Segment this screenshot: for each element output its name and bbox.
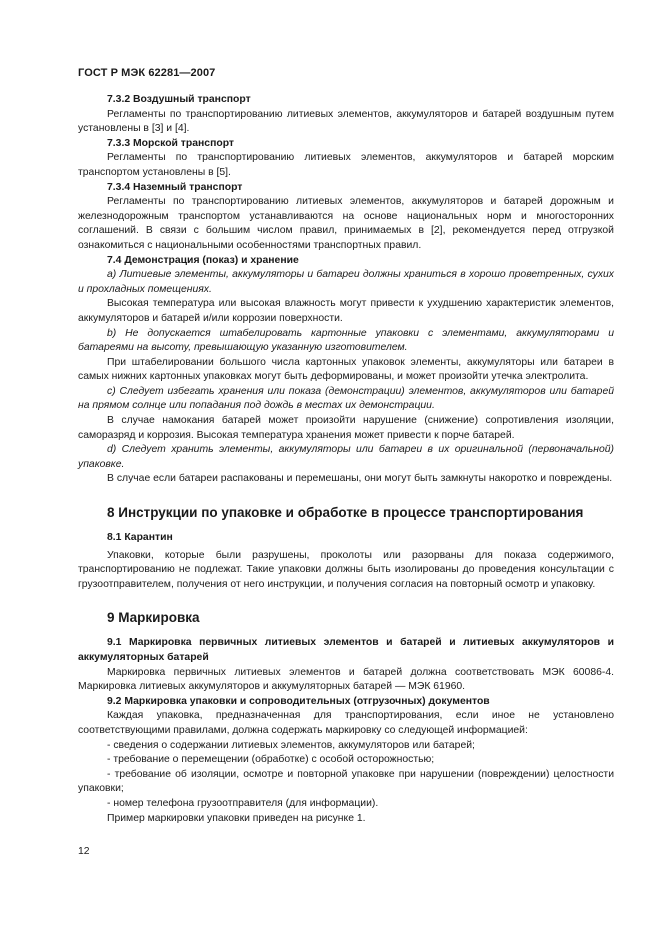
item-c-requirement: с) Следует избегать хранения или показа (демонстрации) элементов, аккумуляторов или батарей на прямом солнце или попадания под дождь в местах их демонстрации.: [78, 385, 614, 412]
section-9-1-paragraph: Маркировка первичных литиевых элементов и батарей должна соответствовать МЭК 60086-4. Маркировка литиевых аккумуляторов и аккумуляторных батарей — МЭК 61960.: [78, 666, 614, 693]
section-9-2-paragraph: Каждая упаковка, предназначенная для транспортирования, если иное не установлено соответствующими правилами, должна содержать маркировку со следующей информацией:: [78, 710, 614, 736]
section-9-2-closing: Пример маркировки упаковки приведен на рисунке 1.: [107, 812, 366, 824]
item-b-requirement: b) Не допускается штабелировать картонные упаковки с элементами, аккумуляторами и батареями на высоту, превышающую указанную изготовителем.: [78, 327, 614, 354]
item-d-requirement: d) Следует хранить элементы, аккумуляторы или батареи в их оригинальной (первоначальной) упаковке.: [78, 444, 614, 470]
section-9-1-heading: 9.1 Маркировка первичных литиевых элементов и батарей и литиевых аккумуляторов и аккумуляторных батарей: [78, 637, 614, 663]
section-7-3-2-paragraph: Регламенты по транспортированию литиевых элементов, аккумуляторов и батарей воздушным путем установлены в [3] и [4].: [78, 108, 614, 135]
section-8-heading: 8 Инструкции по упаковке и обработке в процессе транспортирования: [107, 505, 584, 521]
section-8-1-paragraph: Упаковки, которые были разрушены, проколоты или разорваны для показа содержимого, транспортированию не подлежат. Такие упаковки должны быть изолированы до проведения консультации с грузоотправителем, получения от него инструкции, и получения согласия на повторный осмотр и упаковку.: [78, 549, 614, 590]
section-7-4-heading: 7.4 Демонстрация (показ) и хранение: [107, 254, 299, 266]
section-7-3-2-heading: 7.3.2 Воздушный транспорт: [107, 94, 251, 105]
section-7-3-4-heading: 7.3.4 Наземный транспорт: [107, 181, 243, 193]
section-9-2-heading: 9.2 Маркировка упаковки и сопроводительных (отгрузочных) документов: [107, 695, 490, 707]
item-c-explanation: В случае намокания батарей может произойти нарушение (снижение) сопротивления изоляции, саморазряд и коррозия. Высокая температура хранения может привести к порче батарей.: [78, 415, 614, 441]
section-7-3-3-paragraph: Регламенты по транспортированию литиевых элементов, аккумуляторов и батарей морским транспортом установлены в [5].: [78, 152, 614, 178]
page-number: 12: [78, 846, 90, 857]
item-d-explanation: В случае если батареи распакованы и перемешаны, они могут быть замкнуты накоротко и повреждены.: [107, 473, 613, 485]
list-item: - требование об изоляции, осмотре и повторной упаковке при нарушении (повреждении) целостности упаковки;: [78, 768, 614, 795]
item-b-explanation: При штабелировании большого числа картонных упаковок элементы, аккумуляторы или батареи в самых нижних картонных упаковках могут быть деформированы, и может произойти утечка электролита.: [78, 356, 614, 383]
section-9-heading: 9 Маркировка: [107, 610, 200, 626]
item-a-requirement: а) Литиевые элементы, аккумуляторы и батареи должны храниться в хорошо проветренных, сухих и прохладных помещениях.: [78, 269, 614, 295]
document-body: [78, 93, 614, 826]
section-8-1-heading: 8.1 Карантин: [107, 532, 173, 544]
item-a-explanation: Высокая температура или высокая влажность могут привести к ухудшению характеристик элементов, аккумуляторов и батарей и/или коррозии поверхности.: [78, 298, 614, 324]
list-item: - требование о перемещении (обработке) с особой осторожностью;: [107, 754, 435, 766]
section-7-3-4-paragraph: Регламенты по транспортированию литиевых элементов, аккумуляторов и батарей дорожным и железнодорожным транспортом устанавливаются на основе национальных норм и многосторонних соглашений. В связи с большим числом правил, принимаемых в [2], рекомендуется перед отгрузкой ознакомиться с национальными особенностями транспортных правил.: [78, 196, 614, 251]
document-header: ГОСТ Р МЭК 62281—2007: [78, 67, 216, 79]
list-item: - сведения о содержании литиевых элементов, аккумуляторов или батарей;: [107, 739, 475, 751]
section-7-3-3-heading: 7.3.3 Морской транспорт: [107, 137, 235, 149]
list-item: - номер телефона грузоотправителя (для информации).: [107, 797, 379, 809]
